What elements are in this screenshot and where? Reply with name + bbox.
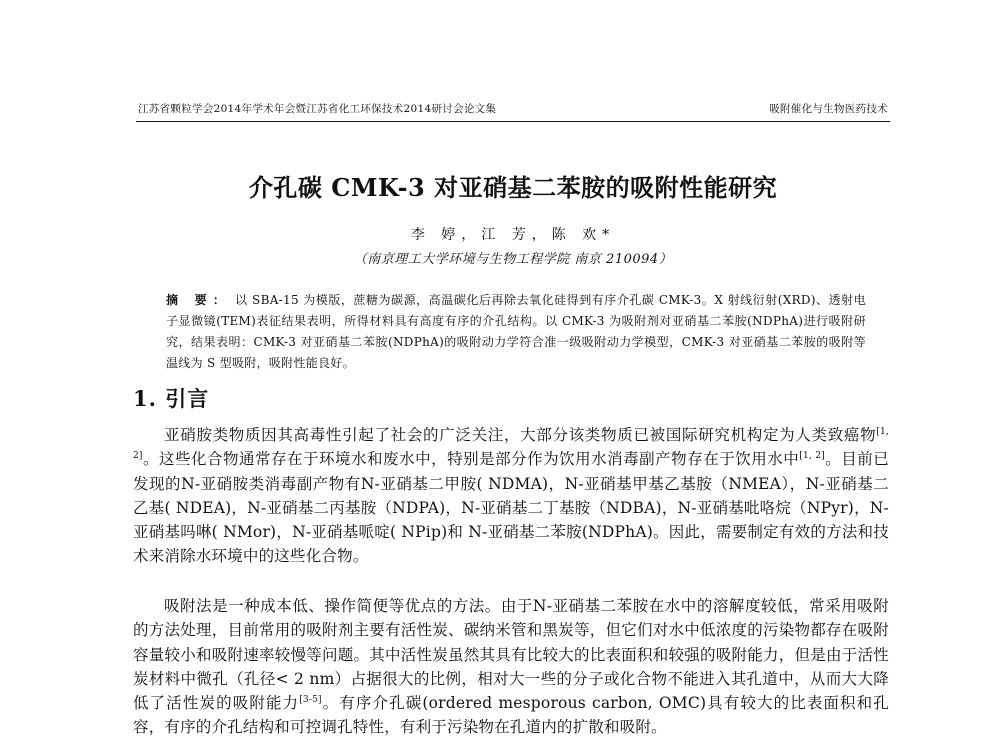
citation-ref: [3-5] <box>299 695 322 706</box>
author-affiliation: （南京理工大学环境与生物工程学院 南京 210094） <box>353 252 673 267</box>
running-header-right: 吸附催化与生物医药技术 <box>769 103 888 115</box>
paragraph-text: 吸附法是一种成本低、操作简便等优点的方法。由于N-亚硝基二苯胺在水中的溶解度较低，常采用吸附的方法处理，目前常用的吸附剂主要有活性炭、碳纳米管和黑炭等，但它们对水中低浓度的污染物都存在吸附容量较小和吸附速率较慢等问题。其中活性炭虽然其具有比较大的比表面积和较强的吸附能力，但是由于活性炭材料中微孔（孔径< 2 nm）占据很大的比例，相对大一些的分子或化合物不能进入其孔道中，从而大大降低了活性炭的吸附能力 <box>133 597 889 713</box>
header-rule <box>136 121 890 122</box>
running-header-left: 江苏省颗粒学会2014年学术年会暨江苏省化工环保技术2014研讨会论文集 <box>138 103 497 115</box>
paragraph-text: 亚硝胺类物质因其高毒性引起了社会的广泛关注，大部分该类物质已被国际研究机构定为人类致癌物 <box>164 426 877 444</box>
body-paragraph-1 <box>133 423 889 569</box>
section-heading-introduction: 1. 引言 <box>133 386 210 411</box>
body-paragraph-2 <box>133 594 889 740</box>
paragraph-text: 。这些化合物通常存在于环境水和废水中，特别是部分作为饮用水消毒副产物存在于饮用水中 <box>142 450 800 469</box>
author-list: 李 婷，江 芳，陈 欢* <box>410 227 616 243</box>
abstract-label: 摘 要： <box>166 293 232 307</box>
paper-title: 介孔碳 CMK-3 对亚硝基二苯胺的吸附性能研究 <box>248 173 778 202</box>
paragraph-text: 。有序介孔碳(ordered mesporous carbon, OMC)具有较大的比表面积和孔容，有序的介孔结构和可控调孔特性，有利于污染物在孔道内的扩散和吸附。 <box>133 694 889 737</box>
paragraph-text: 。目前已发现的N-亚硝胺类消毒副产物有N-亚硝基二甲胺( NDMA)，N-亚硝基甲基乙基胺（NMEA），N-亚硝基二乙基( NDEA)，N-亚硝基二丙基胺（NDPA)，N-亚硝基二丁基胺（NDBA)，N-亚硝基吡咯烷（NPyr)，N-亚硝基吗啉( NMor)，N-亚硝基哌啶( NPip)和 N-亚硝基二苯胺(NDPhA)。因此，需要制定有效的方法和技术来消除水环境中的这些化合物。 <box>133 450 889 566</box>
citation-ref: [1, 2] <box>133 426 889 462</box>
abstract-text: 以 SBA-15 为模版，蔗糖为碳源，高温碳化后再除去氧化硅得到有序介孔碳 CMK-3。X 射线衍射(XRD)、透射电子显微镜(TEM)表征结果表明，所得材料具有高度有序的介孔结构。以 CMK-3 为吸附剂对亚硝基二苯胺(NDPhA)进行吸附研究，结果表明：CMK-3 对亚硝基二苯胺(NDPhA)的吸附动力学符合准一级吸附动力学模型，CMK-3 对亚硝基二苯胺的吸附等温线为 S 型吸附，吸附性能良好。 <box>166 293 866 370</box>
abstract <box>166 290 866 374</box>
citation-ref: [1, 2] <box>799 451 825 462</box>
running-header <box>138 101 888 116</box>
